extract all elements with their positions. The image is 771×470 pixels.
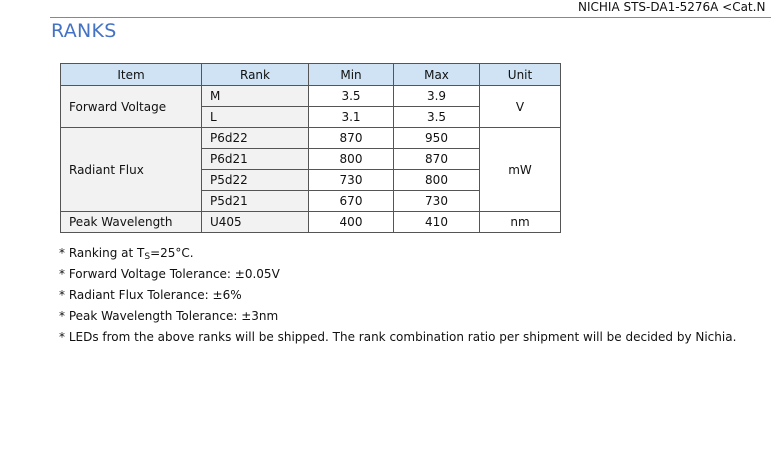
note-shipment: * LEDs from the above ranks will be shipped. The rank combination ratio per shipment will be decided by Nichia.	[59, 330, 737, 344]
header-item: Item	[61, 64, 202, 86]
header-unit: Unit	[480, 64, 561, 86]
min-cell: 3.1	[309, 107, 394, 128]
note-forward-voltage-tolerance: * Forward Voltage Tolerance: ±0.05V	[59, 267, 280, 281]
notes-list	[59, 245, 736, 350]
note-ranking-temperature	[59, 245, 736, 266]
rank-cell: P6d21	[202, 149, 309, 170]
max-cell: 410	[394, 212, 480, 233]
rank-cell: P5d22	[202, 170, 309, 191]
max-cell: 950	[394, 128, 480, 149]
max-cell: 800	[394, 170, 480, 191]
unit-cell: nm	[480, 212, 561, 233]
header-max: Max	[394, 64, 480, 86]
max-cell: 870	[394, 149, 480, 170]
unit-cell: mW	[480, 128, 561, 212]
header-rule	[50, 17, 771, 18]
min-cell: 800	[309, 149, 394, 170]
rank-cell: P6d22	[202, 128, 309, 149]
rank-cell: L	[202, 107, 309, 128]
min-cell: 400	[309, 212, 394, 233]
item-radiant-flux: Radiant Flux	[61, 128, 202, 212]
max-cell: 3.9	[394, 86, 480, 107]
table-header-row	[61, 64, 561, 86]
document-id: NICHIA STS-DA1-5276A <Cat.N	[578, 0, 766, 14]
min-cell: 670	[309, 191, 394, 212]
table-row	[61, 212, 561, 233]
section-title: RANKS	[51, 20, 117, 42]
ranks-table	[60, 63, 561, 233]
min-cell: 730	[309, 170, 394, 191]
table-row	[61, 128, 561, 149]
note-radiant-flux-tolerance: * Radiant Flux Tolerance: ±6%	[59, 288, 242, 302]
max-cell: 730	[394, 191, 480, 212]
rank-cell: U405	[202, 212, 309, 233]
note-ranking-suffix: =25°C.	[150, 246, 194, 260]
note-peak-wavelength-tolerance: * Peak Wavelength Tolerance: ±3nm	[59, 309, 279, 323]
item-forward-voltage: Forward Voltage	[61, 86, 202, 128]
header-min: Min	[309, 64, 394, 86]
note-ranking-prefix: * Ranking at T	[59, 246, 145, 260]
item-peak-wavelength: Peak Wavelength	[61, 212, 202, 233]
min-cell: 3.5	[309, 86, 394, 107]
unit-cell: V	[480, 86, 561, 128]
max-cell: 3.5	[394, 107, 480, 128]
note-ranking-subscript: S	[144, 252, 151, 262]
table-row	[61, 86, 561, 107]
rank-cell: P5d21	[202, 191, 309, 212]
header-rank: Rank	[202, 64, 309, 86]
min-cell: 870	[309, 128, 394, 149]
rank-cell: M	[202, 86, 309, 107]
